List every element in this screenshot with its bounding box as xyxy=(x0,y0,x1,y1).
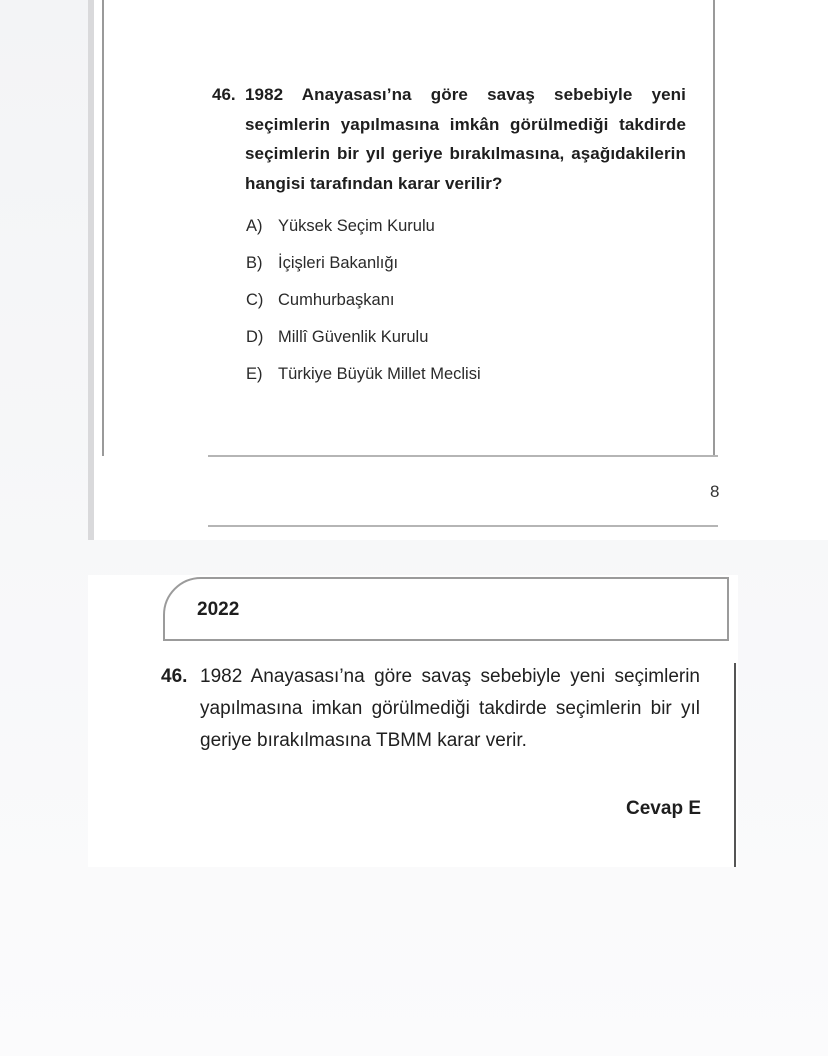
option-letter: B) xyxy=(246,254,263,272)
option-c[interactable] xyxy=(246,282,481,319)
question-text: 1982 Anayasası’na göre savaş sebebiyle yeni seçimlerin yapılmasına imkân görülmediği takdirde seçimlerin bir yıl geriye bırakılmasına, aşağıdakilerin hangisi tarafından karar verilir? xyxy=(245,85,686,193)
page-number: 8 xyxy=(710,482,720,501)
option-letter: C) xyxy=(246,291,264,309)
option-b[interactable] xyxy=(246,245,481,282)
option-letter: E) xyxy=(246,365,263,383)
question-page xyxy=(88,0,828,540)
divider-line xyxy=(208,455,718,457)
option-text: Cumhurbaşkanı xyxy=(278,291,395,309)
option-letter: D) xyxy=(246,328,264,346)
option-a[interactable] xyxy=(246,208,481,245)
question-number: 46. xyxy=(212,85,236,104)
margin-rule xyxy=(734,663,736,867)
year-label: 2022 xyxy=(197,599,240,620)
option-text: İçişleri Bakanlığı xyxy=(278,254,399,272)
option-text: Yüksek Seçim Kurulu xyxy=(278,217,435,235)
answer-explanation: 1982 Anayasası’na göre savaş sebebiyle yeni seçimlerin yapılmasına imkan görülmediği takdirde seçimlerin bir yıl geriye bırakılmasına TBMM karar verir. xyxy=(200,666,700,751)
answer-result: Cevap E xyxy=(626,798,701,819)
answer-number: 46. xyxy=(161,666,188,687)
option-e[interactable] xyxy=(246,356,481,393)
option-text: Millî Güvenlik Kurulu xyxy=(278,328,429,346)
answer-options xyxy=(246,208,481,393)
answer-page xyxy=(88,575,738,867)
option-letter: A) xyxy=(246,217,263,235)
option-text: Türkiye Büyük Millet Meclisi xyxy=(278,365,481,383)
divider-line xyxy=(208,525,718,527)
option-d[interactable] xyxy=(246,319,481,356)
year-header xyxy=(163,577,729,641)
